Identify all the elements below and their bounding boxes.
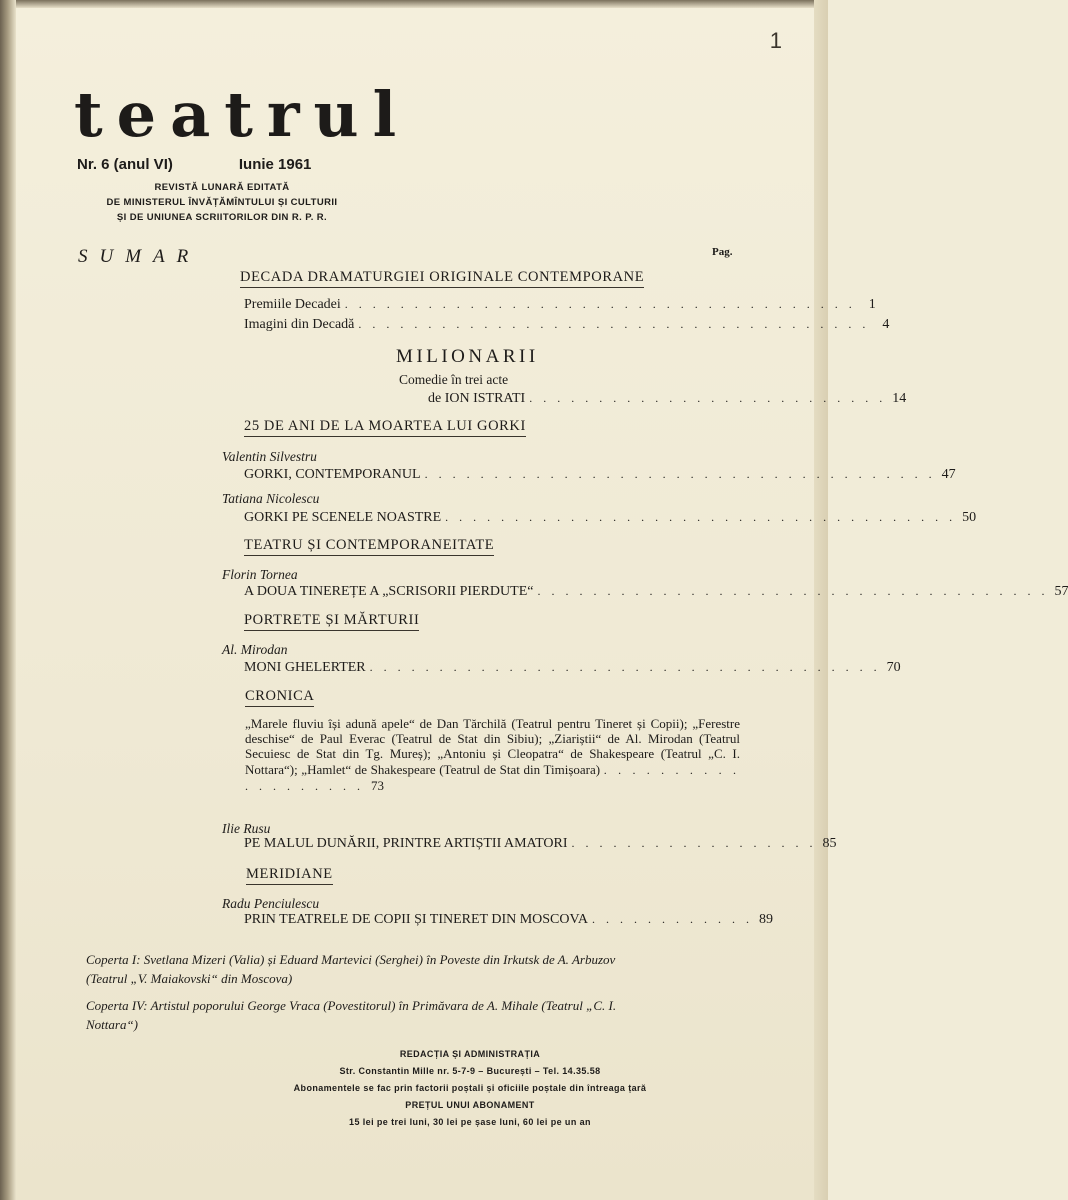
magazine-title: teatrul xyxy=(74,78,411,151)
contents-heading: SUMAR xyxy=(78,246,201,267)
entry-page: 1 xyxy=(868,297,876,312)
issue-date: Iunie 1961 xyxy=(238,156,312,173)
toc-entry[interactable] xyxy=(244,912,773,930)
admin-line: REDACȚIA ȘI ADMINISTRAȚIA xyxy=(399,1049,541,1059)
dot-leader: . . . . . . . . . . . . . . . . . . . . . . . . . . . . . . . . . . . . . xyxy=(537,584,1049,598)
publisher-line: DE MINISTERUL ÎNVĂȚĂMÎNTULUI ȘI CULTURII xyxy=(106,197,338,208)
page-number-mark: 1 xyxy=(769,28,782,53)
author-name: Tatiana Nicolescu xyxy=(222,491,320,506)
publisher-info xyxy=(82,180,362,225)
entry-title: Imagini din Decadă xyxy=(244,317,355,332)
entry-page: 50 xyxy=(962,510,977,525)
section-heading: PORTRETE ȘI MĂRTURII xyxy=(244,612,419,631)
entry-page: 57 xyxy=(1054,584,1068,599)
section-heading: CRONICA xyxy=(245,688,314,707)
toc-entry[interactable] xyxy=(244,510,977,528)
play-subtitle: Comedie în trei acte xyxy=(399,372,509,387)
entry-page: 14 xyxy=(892,391,907,406)
author-name: Ilie Rusu xyxy=(222,821,271,836)
cover-note: Coperta IV: Artistul poporului George Vraca (Povestitorul) în Primăvara de A. Mihale (Teatrul „C. I. Nottara“) xyxy=(86,998,617,1032)
entry-title: A DOUA TINEREȚE A „SCRISORII PIERDUTE“ xyxy=(244,584,534,599)
dot-leader: . . . . . . . . . . . . . . . . . . . . . . . . . . . . . . . . . . . . . xyxy=(424,467,936,481)
toc-entry[interactable] xyxy=(244,660,901,678)
publisher-line: ȘI DE UNIUNEA SCRIITORILOR DIN R. P. R. xyxy=(116,212,328,223)
admin-line: Abonamentele se fac prin factorii poștali și oficiile poștale din întreaga țară xyxy=(293,1083,647,1093)
issue-number: Nr. 6 (anul VI) xyxy=(77,156,173,173)
entry-title: GORKI PE SCENELE NOASTRE xyxy=(244,510,442,525)
toc-entry[interactable] xyxy=(428,391,907,409)
play-title: MILIONARII xyxy=(396,346,539,367)
toc-entry[interactable] xyxy=(244,297,876,315)
page-top-edge xyxy=(0,0,828,8)
entry-title: de ION ISTRATI xyxy=(428,391,526,406)
issue-line xyxy=(77,156,311,173)
toc-entry[interactable] xyxy=(244,317,890,335)
section-heading: DECADA DRAMATURGIEI ORIGINALE CONTEMPORANE xyxy=(240,269,644,288)
administration-info xyxy=(240,1046,700,1131)
toc-entry[interactable] xyxy=(244,467,956,485)
entry-page: 89 xyxy=(758,912,773,927)
section-heading: MERIDIANE xyxy=(246,866,333,885)
cronica-text xyxy=(245,716,740,794)
entry-page: 85 xyxy=(822,836,837,851)
author-name: Al. Mirodan xyxy=(222,642,288,657)
dot-leader: . . . . . . . . . . . . . . . . . . . xyxy=(245,762,741,793)
toc-entry[interactable] xyxy=(244,584,1068,602)
dot-leader: . . . . . . . . . . . . . . . . . . . . . . . . . . . . . . . . . . . . . xyxy=(445,510,957,524)
dot-leader: . . . . . . . . . . . . xyxy=(591,912,753,926)
entry-title: GORKI, CONTEMPORANUL xyxy=(244,467,421,482)
section-heading: 25 DE ANI DE LA MOARTEA LUI GORKI xyxy=(244,418,526,437)
entry-page: 4 xyxy=(882,317,890,332)
admin-line: 15 lei pe trei luni, 30 lei pe șase luni, 60 lei pe un an xyxy=(349,1117,591,1127)
section-heading: TEATRU ȘI CONTEMPORANEITATE xyxy=(244,537,494,556)
author-name: Florin Tornea xyxy=(222,567,298,582)
page-left-edge xyxy=(0,0,16,1200)
admin-line: Str. Constantin Mille nr. 5-7-9 – București – Tel. 14.35.58 xyxy=(339,1066,601,1076)
author-name: Valentin Silvestru xyxy=(222,449,317,464)
page-right-edge xyxy=(814,0,828,1200)
entry-page: 47 xyxy=(941,467,956,482)
entry-page: 70 xyxy=(886,660,901,675)
entry-title: PE MALUL DUNĂRII, PRINTRE ARTIȘTII AMATORI xyxy=(244,836,568,851)
dot-leader: . . . . . . . . . . . . . . . . . . . . . . . . . . xyxy=(529,391,887,405)
dot-leader: . . . . . . . . . . . . . . . . . . . . . . . . . . . . . . . . . . . . . xyxy=(369,660,881,674)
entry-title: MONI GHELERTER xyxy=(244,660,366,675)
toc-entry[interactable] xyxy=(244,836,837,854)
dot-leader: . . . . . . . . . . . . . . . . . . . . . . . . . . . . . . . . . . . . . xyxy=(344,297,856,311)
publisher-line: REVISTĂ LUNARĂ EDITATĂ xyxy=(154,182,290,193)
author-name: Radu Penciulescu xyxy=(222,896,320,911)
cover-note: Coperta I: Svetlana Mizeri (Valia) și Eduard Martevici (Serghei) în Poveste din Irkutsk de A. Arbuzov (Teatrul „V. Maiakovski“ din Moscova) xyxy=(86,952,616,986)
dot-leader: . . . . . . . . . . . . . . . . . . . . . . . . . . . . . . . . . . . . . xyxy=(358,317,870,331)
cronica-body: „Marele fluviu își adună apele“ de Dan Tărchilă (Teatrul pentru Tineret și Copii); „Ferestre deschise“ de Paul Everac (Teatrul de Stat din Sibiu); „Ziariștii“ de Al. Mirodan (Teatrul Secuiesc de Stat din Tg. Mureș); „Antoniu și Cleopatra“ de Shakespeare (Teatrul „C. I. Nottara“); „Hamlet“ de Shakespeare (Teatrul de Stat din Timișoara) xyxy=(245,716,740,777)
dot-leader: . . . . . . . . . . . . . . . . . . xyxy=(571,836,817,850)
entry-page: 73 xyxy=(371,777,384,793)
entry-title: Premiile Decadei xyxy=(244,297,341,312)
page-column-label: Pag. xyxy=(712,246,733,258)
admin-line: PREȚUL UNUI ABONAMENT xyxy=(405,1100,535,1110)
entry-title: PRIN TEATRELE DE COPII ȘI TINERET DIN MOSCOVA xyxy=(244,912,588,927)
